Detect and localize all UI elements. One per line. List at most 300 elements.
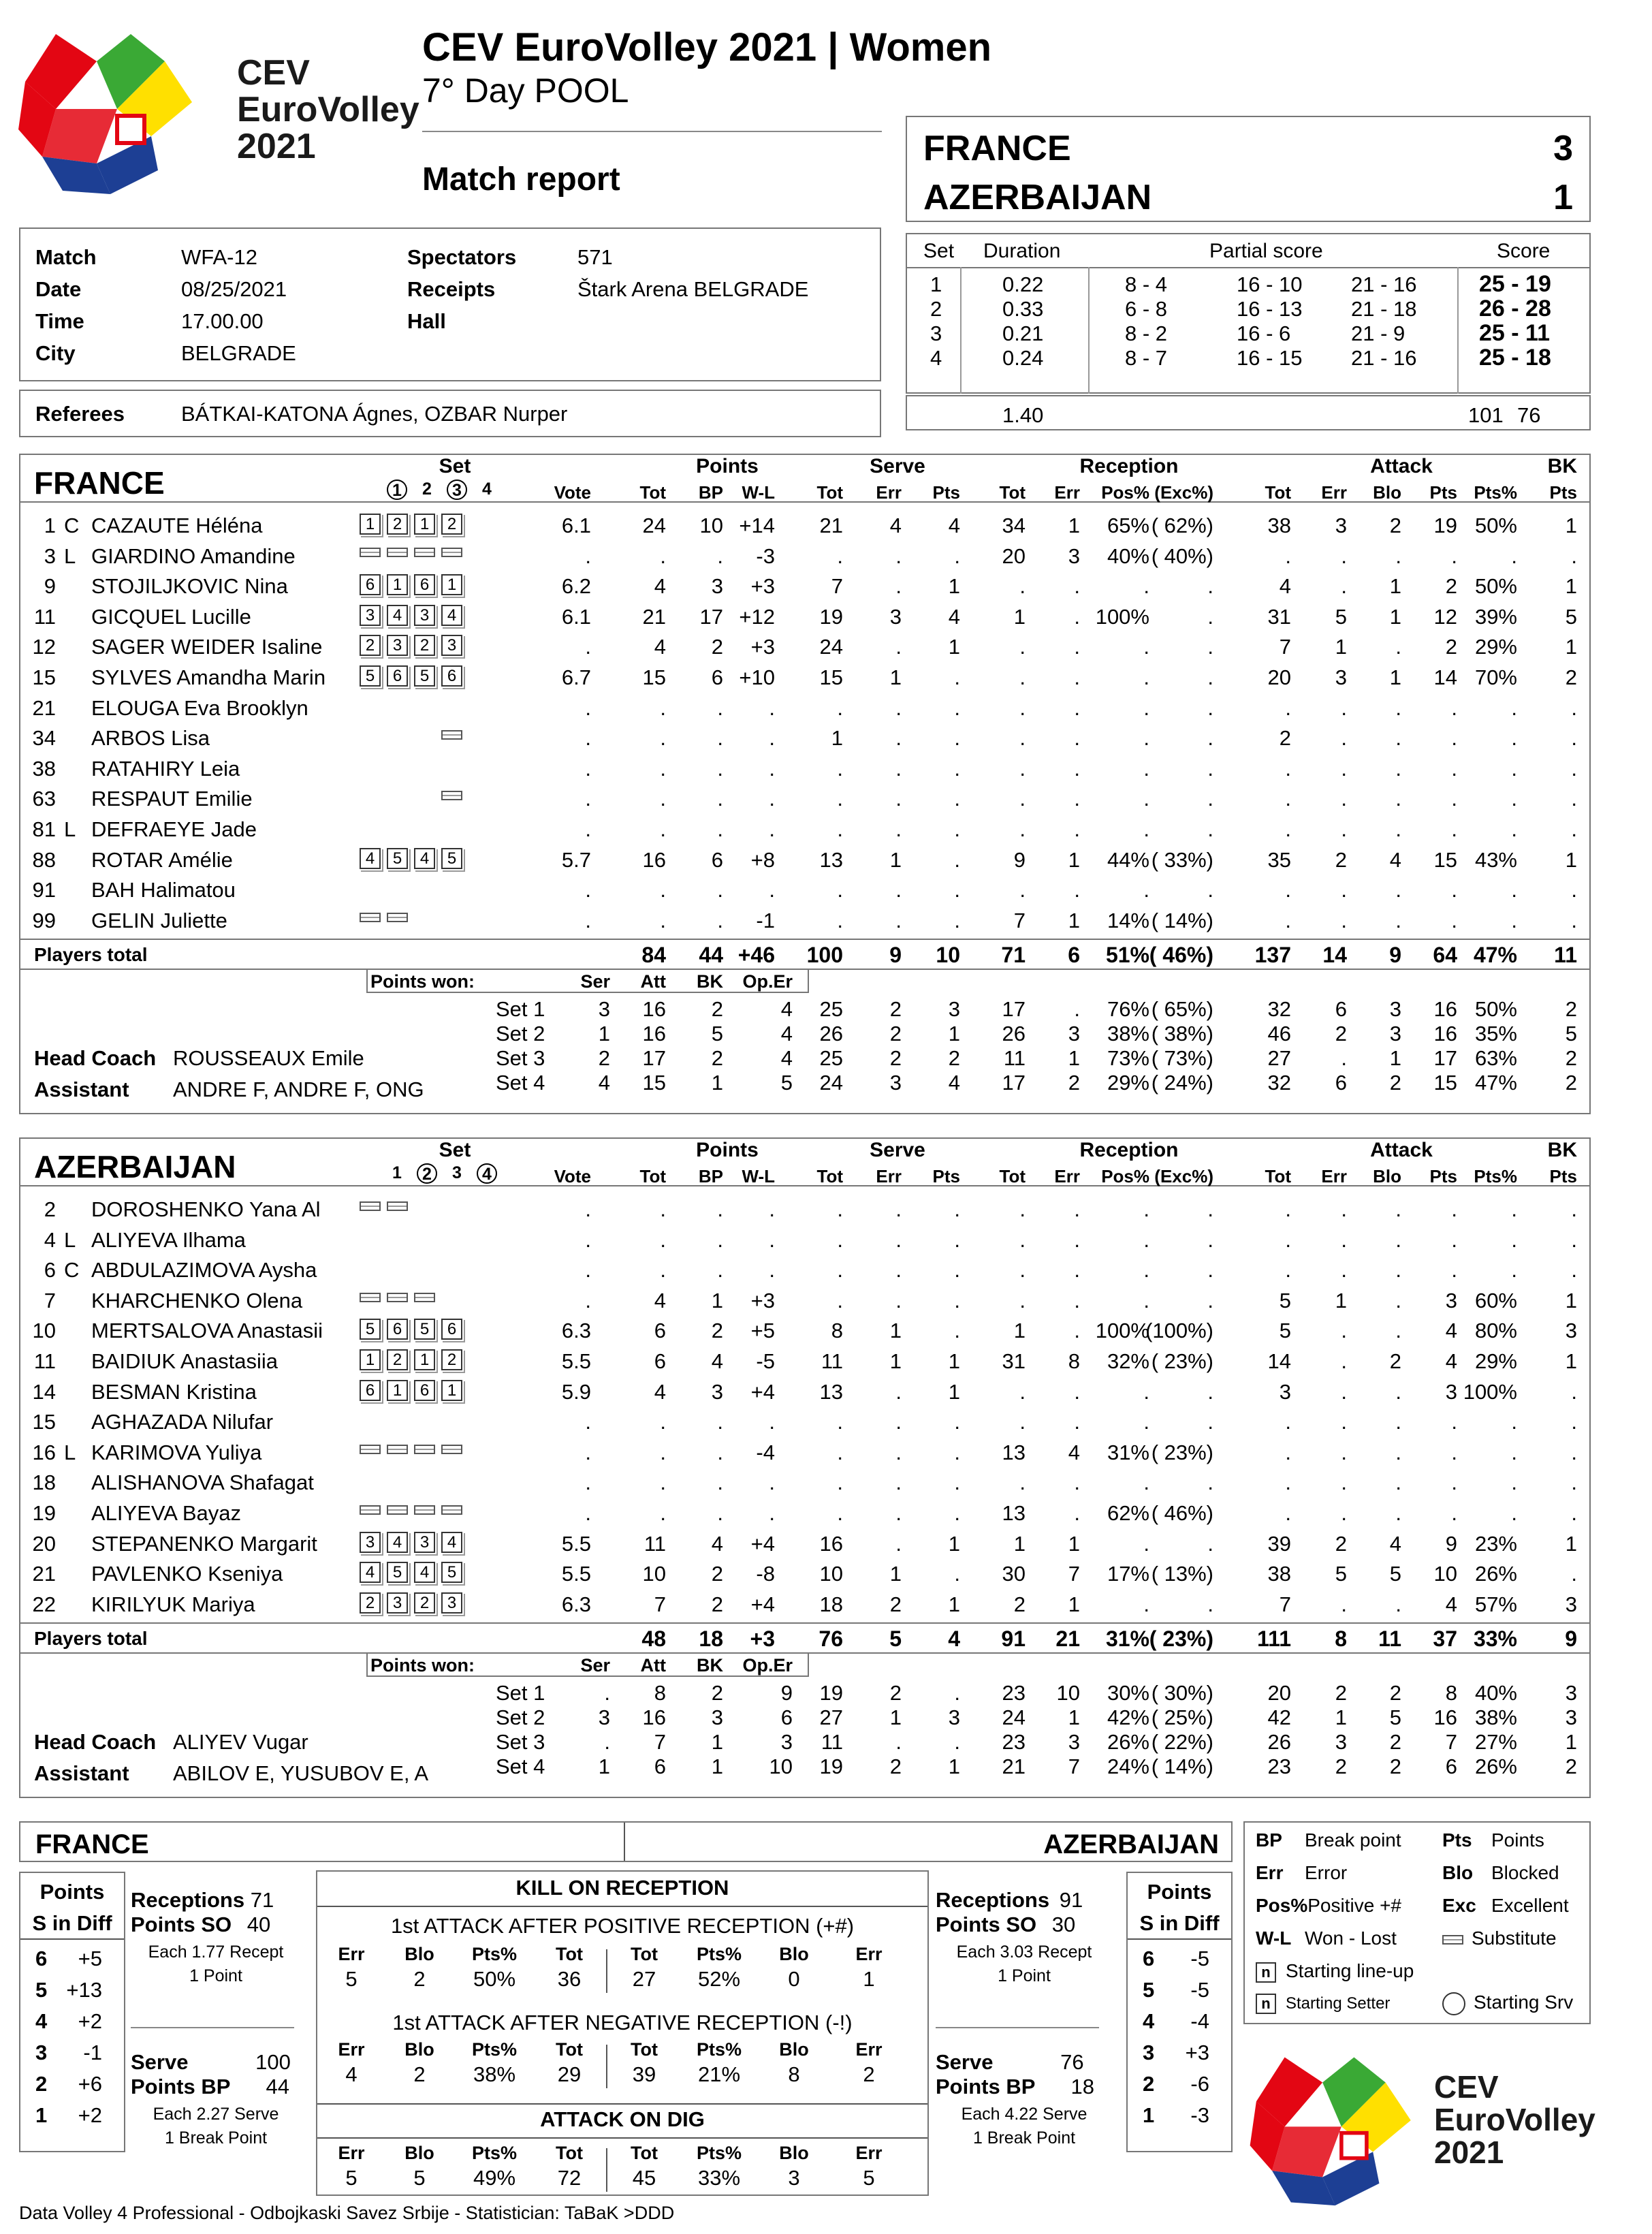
stat-cell: .	[769, 1227, 775, 1252]
total-cell: 64	[1433, 943, 1457, 968]
total-cell: ( 46%)	[1149, 943, 1213, 968]
stat-cell: 2	[1389, 1349, 1401, 1373]
player-number: 63	[32, 787, 56, 811]
set-row-label: Set 3	[496, 1730, 545, 1755]
stat-cell: 4	[1445, 1592, 1457, 1616]
stat-cell: .	[1341, 1227, 1347, 1252]
stat-cell: .	[1074, 726, 1080, 751]
set-position-box: 3	[414, 1532, 435, 1553]
stat-cell: 1	[1565, 514, 1577, 537]
stat-cell: 30	[1002, 1562, 1026, 1586]
set-row-cell: 24	[819, 1071, 843, 1095]
player-number: 4	[44, 1227, 56, 1252]
player-set-positions	[360, 665, 468, 687]
home-serve-summary: Serve 100 Points BP 44 Each 2.27 Serve 1 Break Point	[131, 2050, 291, 2148]
legend-key: W-L	[1256, 1928, 1292, 1949]
set-row-cell: ( 38%)	[1151, 1022, 1213, 1046]
legend-item	[1256, 1928, 1397, 1949]
player-set-positions	[360, 574, 468, 595]
legend-item	[1256, 1829, 1401, 1851]
stat-cell: .	[769, 1197, 775, 1221]
stat-cell: .	[1143, 1531, 1149, 1556]
player-row	[19, 540, 1591, 571]
stat-cell: .	[1074, 635, 1080, 659]
referees: BÁTKAI-KATONA Ágnes, OZBAR Nurper	[181, 402, 568, 426]
legend-label: Starting Srv	[1474, 1992, 1574, 2013]
stat-cell: .	[1395, 1258, 1401, 1283]
player-role: L	[64, 1227, 76, 1252]
set-row-label: Set 1	[496, 1681, 545, 1705]
player-number: 20	[32, 1531, 56, 1556]
stat-cell: .	[1019, 726, 1026, 751]
set-row-cell: 26	[819, 1022, 843, 1046]
stat-cell: .	[895, 756, 902, 781]
player-row	[19, 1345, 1591, 1376]
stat-cell: .	[1207, 756, 1213, 781]
substitute-mark	[387, 1505, 408, 1515]
stat-cell: .	[1285, 908, 1291, 932]
stat-cell: 39%	[1474, 604, 1517, 629]
set-row-cell: 3	[1068, 1022, 1080, 1046]
stat-cell: .	[895, 574, 902, 599]
set-position-box: 4	[414, 1562, 435, 1583]
stat-cell: 29%	[1474, 1349, 1517, 1373]
player-row	[19, 783, 1591, 813]
total-cell: 37	[1433, 1626, 1457, 1652]
substitute-mark	[414, 1505, 435, 1515]
stat-cell: 16	[642, 847, 666, 872]
sdiff-rotation: 3	[1143, 2041, 1155, 2064]
player-number: 34	[32, 726, 56, 751]
player-row	[19, 601, 1591, 631]
stat-cell: .	[1285, 1470, 1291, 1495]
stat-cell: .	[1207, 1592, 1213, 1616]
stat-cell: .	[954, 817, 960, 841]
stat-cell: 100%	[1095, 1319, 1149, 1343]
stat-cell: .	[1511, 878, 1517, 902]
stat-cell: .	[837, 817, 843, 841]
player-number: 21	[32, 1562, 56, 1586]
stat-cell: .	[837, 787, 843, 811]
stat-cell: 10	[819, 1562, 843, 1586]
kill-head: Pts%	[696, 1944, 742, 1964]
stat-cell: .	[1451, 1197, 1457, 1221]
stat-cell: 4	[654, 635, 666, 659]
set-row-cell: 3	[780, 1730, 793, 1755]
stat-cell: 11	[644, 1531, 666, 1556]
stat-cell: -8	[756, 1562, 775, 1586]
set-row-label: Set 2	[496, 1022, 545, 1046]
stat-cell: .	[1395, 1197, 1401, 1221]
player-number: 2	[44, 1197, 56, 1221]
stat-cell: 5	[1565, 604, 1577, 629]
stat-cell: .	[1341, 878, 1347, 902]
summary-header: FRANCE AZERBAIJAN	[19, 1821, 1233, 1862]
away-serve-summary: Serve 76 Points BP 18 Each 4.22 Serve 1 Break Point	[936, 2050, 1094, 2148]
stat-cell: .	[1143, 878, 1149, 902]
player-name: PAVLENKO Kseniya	[91, 1562, 283, 1586]
stat-cell: .	[1074, 756, 1080, 781]
set-row-cell: 1	[711, 1730, 723, 1755]
player-set-positions	[360, 1349, 468, 1370]
stat-cell: ( 14%)	[1151, 908, 1213, 932]
stat-cell: .	[1074, 817, 1080, 841]
stat-cell: .	[1074, 787, 1080, 811]
stat-cell: ( 13%)	[1151, 1562, 1213, 1586]
set-position-box: 3	[414, 605, 435, 626]
set-row-cell: 2	[889, 997, 902, 1022]
column-header: Tot	[816, 1166, 843, 1186]
stat-cell: 2	[1445, 574, 1457, 599]
set-row-cell: 73%	[1107, 1046, 1149, 1071]
stat-cell: 4	[711, 1349, 723, 1373]
total-cell: 47%	[1473, 943, 1517, 968]
stat-cell: .	[1019, 1197, 1026, 1221]
stat-cell: 17	[699, 604, 723, 629]
player-row	[19, 904, 1591, 935]
player-row	[19, 661, 1591, 692]
stat-cell: .	[1341, 726, 1347, 751]
away-sdiff: Points S in Diff 6 -5 5 -5 4 -4 3 +3 2 -6 1 -3	[1126, 1872, 1233, 2152]
stat-cell: 1	[1565, 574, 1577, 599]
stat-cell: 9	[1445, 1531, 1457, 1556]
set-position-box: 3	[387, 635, 408, 656]
stat-cell: .	[585, 1470, 591, 1495]
sdiff-value: +5	[78, 1947, 102, 1970]
stat-cell: .	[1019, 1470, 1026, 1495]
player-name: RESPAUT Emilie	[91, 787, 253, 811]
total-cell: 71	[1001, 943, 1026, 968]
total-cell: 100	[806, 943, 843, 968]
stat-cell: 4	[889, 514, 902, 537]
stat-cell: 6.2	[561, 574, 591, 599]
assistant-coach: ANDRE F, ANDRE F, ONG	[173, 1077, 424, 1102]
stat-cell: .	[954, 1440, 960, 1464]
kill-value: 29	[557, 2062, 582, 2086]
stat-cell: ( 23%)	[1151, 1440, 1213, 1464]
substitute-mark	[360, 1293, 381, 1302]
stat-cell: .	[1395, 635, 1401, 659]
stat-cell: 4	[1389, 1531, 1401, 1556]
stat-cell: +4	[750, 1531, 775, 1556]
team-table-away	[19, 1137, 1591, 1798]
stat-cell: .	[717, 544, 723, 568]
stat-cell: +4	[750, 1379, 775, 1404]
stat-cell: .	[1143, 726, 1149, 751]
player-number: 12	[32, 635, 56, 659]
substitute-mark	[441, 730, 462, 740]
set-row-cell: 47%	[1474, 1071, 1517, 1095]
stat-cell: 13	[819, 1379, 843, 1404]
sdiff-rotation: 2	[1143, 2072, 1155, 2096]
set-row-cell: 15	[642, 1071, 666, 1095]
stat-cell: 2	[1335, 847, 1347, 872]
stat-cell: .	[585, 878, 591, 902]
kill-head: Blo	[779, 2039, 809, 2060]
points-won-head: BK	[697, 1655, 723, 1676]
stat-cell: 1	[711, 1288, 723, 1312]
column-header: (Exc%)	[1154, 482, 1213, 503]
set-row-cell: 2	[711, 997, 723, 1022]
column-header: Tot	[1265, 1166, 1291, 1186]
stat-cell: .	[717, 787, 723, 811]
stat-cell: +3	[750, 635, 775, 659]
stat-cell: 1	[1068, 908, 1080, 932]
player-name: KIRILYUK Mariya	[91, 1592, 255, 1616]
set-row-cell: .	[954, 1730, 960, 1755]
player-set-positions	[360, 1562, 468, 1583]
kill-value: 50%	[473, 1967, 516, 1991]
set-number-head: 4	[477, 1163, 497, 1184]
set-partial-16: 16 - 6	[1237, 321, 1291, 345]
stat-cell: .	[1511, 1470, 1517, 1495]
stat-cell: 1	[1565, 847, 1577, 872]
player-name: DEFRAEYE Jade	[91, 817, 257, 841]
stat-cell: 50%	[1474, 574, 1517, 599]
kill-head: Blo	[404, 1944, 434, 1964]
stat-cell: .	[769, 787, 775, 811]
legend-label: Starting line-up	[1286, 1960, 1414, 1981]
stat-cell: .	[585, 1227, 591, 1252]
stat-cell: .	[585, 787, 591, 811]
set-row-cell: 3	[598, 1705, 610, 1730]
sdiff-value: -4	[1190, 2009, 1209, 2033]
player-role: C	[64, 1258, 80, 1283]
stat-cell: .	[1285, 817, 1291, 841]
legend	[1243, 1821, 1591, 2024]
set-row-cell: 35%	[1474, 1022, 1517, 1046]
home-sets: 3	[1553, 129, 1573, 168]
player-number: 19	[32, 1501, 56, 1525]
stat-cell: .	[837, 1440, 843, 1464]
kill-head: Tot	[631, 2143, 658, 2163]
set-row-label: Set 4	[496, 1071, 545, 1095]
stat-cell: .	[1511, 1227, 1517, 1252]
stat-cell: .	[954, 878, 960, 902]
set-row-label: Set 3	[496, 1046, 545, 1071]
stat-cell: .	[1207, 1379, 1213, 1404]
stat-cell: .	[1074, 1258, 1080, 1283]
stat-cell: .	[1143, 817, 1149, 841]
stat-cell: 21	[819, 514, 843, 537]
substitute-mark	[441, 1505, 462, 1515]
set-row-cell: 25	[819, 1046, 843, 1071]
stat-cell: .	[660, 878, 666, 902]
stat-cell: 14	[1433, 665, 1457, 689]
player-name: DOROSHENKO Yana Al	[91, 1197, 321, 1221]
stat-cell: 15	[819, 665, 843, 689]
stat-cell: 5	[1335, 604, 1347, 629]
set-row-cell: 17	[1002, 997, 1026, 1022]
set-row-cell: 7	[1445, 1730, 1457, 1755]
stat-cell: 6	[654, 1349, 666, 1373]
sdiff-rotation: 1	[1143, 2103, 1155, 2127]
stat-cell: 3	[1445, 1379, 1457, 1404]
set-partial-21: 21 - 18	[1351, 297, 1417, 321]
stat-cell: -1	[756, 908, 775, 932]
set-row-cell: 2	[1565, 1755, 1577, 1779]
stat-cell: .	[1074, 665, 1080, 689]
stat-cell: .	[954, 908, 960, 932]
stat-cell: .	[954, 1501, 960, 1525]
stat-cell: .	[837, 1227, 843, 1252]
stat-cell: 24	[642, 514, 666, 537]
away-sets: 1	[1553, 178, 1573, 217]
total-label: Players total	[34, 944, 148, 966]
stat-cell: 40%	[1107, 544, 1149, 568]
column-header: Pts	[1549, 1166, 1577, 1186]
stat-cell: 2	[711, 1319, 723, 1343]
player-substitutions	[360, 1291, 441, 1304]
stat-cell: 4	[654, 1288, 666, 1312]
set-position-box: 1	[387, 1380, 408, 1401]
column-header: Pts	[1429, 1166, 1457, 1186]
set-row-cell: 2	[1389, 1730, 1401, 1755]
stat-cell: +3	[750, 574, 775, 599]
stat-cell: 6.1	[561, 514, 591, 537]
set-row-cell: 4	[598, 1071, 610, 1095]
set-position-box: 2	[414, 1592, 435, 1614]
set-row-cell: 2	[889, 1022, 902, 1046]
points-won-head: Ser	[580, 971, 610, 992]
stat-cell: .	[1451, 787, 1457, 811]
player-row	[19, 1315, 1591, 1345]
set-row-cell: 40%	[1474, 1681, 1517, 1705]
set-position-box: 2	[360, 1592, 381, 1614]
stat-cell: 1	[1389, 574, 1401, 599]
stat-cell: .	[1207, 1410, 1213, 1434]
stat-cell: -4	[756, 1440, 775, 1464]
column-header: BP	[698, 482, 723, 503]
result-box	[906, 116, 1591, 222]
kill-head: Pts%	[471, 1944, 518, 1964]
stat-cell: .	[1074, 1197, 1080, 1221]
stat-cell: 1	[1389, 604, 1401, 629]
stat-cell: .	[1511, 817, 1517, 841]
set-row-cell: 23	[1002, 1681, 1026, 1705]
stat-cell: 18	[819, 1592, 843, 1616]
stat-cell: .	[1395, 908, 1401, 932]
kill-value: 2	[413, 1967, 426, 1991]
legend-key: Exc	[1442, 1895, 1476, 1916]
player-set-positions	[360, 514, 468, 535]
stat-cell: 1	[1068, 1531, 1080, 1556]
stat-cell: .	[1143, 1288, 1149, 1312]
stat-cell: 1	[1013, 604, 1026, 629]
player-name: AGHAZADA Nilufar	[91, 1410, 274, 1434]
stat-cell: .	[1511, 908, 1517, 932]
kill-divider	[606, 2148, 607, 2192]
set-row-cell: ( 73%)	[1151, 1046, 1213, 1071]
stat-cell: .	[1207, 787, 1213, 811]
set-position-box: 6	[387, 1319, 408, 1340]
stat-cell: .	[954, 1288, 960, 1312]
stat-cell: (100%)	[1145, 1319, 1213, 1343]
set-score: 26 - 28	[1479, 296, 1551, 321]
total-cell: 5	[889, 1626, 902, 1652]
set-row-cell: 30%	[1107, 1681, 1149, 1705]
divider	[20, 1622, 1589, 1624]
stat-cell: .	[1395, 1501, 1401, 1525]
player-set-positions	[360, 605, 468, 626]
player-name: BESMAN Kristina	[91, 1379, 257, 1404]
legend-item	[1442, 1928, 1557, 1949]
player-row	[19, 1466, 1591, 1497]
points-won-head: Ser	[580, 1655, 610, 1676]
set-row-cell: 1	[1389, 1046, 1401, 1071]
stat-cell: 3	[1335, 514, 1347, 537]
team-name: FRANCE	[34, 465, 165, 501]
stat-cell: .	[895, 1227, 902, 1252]
away-reception-summary: Receptions 91 Points SO 30 Each 3.03 Recept 1 Point	[936, 1888, 1092, 1985]
column-header: (Exc%)	[1154, 1166, 1213, 1186]
page-title: CEV EuroVolley 2021 | Women	[422, 25, 992, 69]
set-position-box: 1	[414, 514, 435, 535]
substitute-mark	[360, 548, 381, 557]
stat-cell: 5	[1335, 1562, 1347, 1586]
player-row	[19, 874, 1591, 904]
kill-value: 8	[788, 2062, 800, 2086]
player-set-positions	[360, 1380, 468, 1401]
stat-cell: .	[1207, 695, 1213, 720]
stat-cell: 1	[1565, 1288, 1577, 1312]
set-row-cell: 3	[1068, 1730, 1080, 1755]
stat-cell: .	[1207, 1531, 1213, 1556]
set-position-box: 2	[441, 1349, 462, 1370]
group-header: Points	[696, 1139, 759, 1161]
stat-cell: .	[585, 726, 591, 751]
set-row-cell: 2	[889, 1755, 902, 1779]
stat-cell: .	[895, 1440, 902, 1464]
set-row-cell: 1	[948, 1022, 960, 1046]
sdiff-value: -5	[1190, 1978, 1209, 2002]
set-row-cell: 1	[1068, 1046, 1080, 1071]
set-row-cell: 1	[1565, 1730, 1577, 1755]
kill-value: 27	[632, 1967, 656, 1991]
kill-head: Blo	[779, 2143, 809, 2163]
stat-cell: .	[585, 1258, 591, 1283]
set-row-cell: 11	[821, 1730, 843, 1755]
stat-cell: .	[1341, 1410, 1347, 1434]
stat-cell: 5.5	[561, 1562, 591, 1586]
player-substitutions	[360, 911, 414, 924]
set-row-cell: 32	[1267, 1071, 1291, 1095]
set-row-cell: ( 24%)	[1151, 1071, 1213, 1095]
sdiff-rotation: 3	[35, 2041, 48, 2064]
substitute-mark	[360, 1201, 381, 1211]
kill-head: Blo	[404, 2039, 434, 2060]
player-row	[19, 509, 1591, 540]
stat-cell: .	[1285, 1227, 1291, 1252]
stat-cell: .	[1207, 1470, 1213, 1495]
set-row-cell: 20	[1267, 1681, 1291, 1705]
stat-cell: .	[660, 544, 666, 568]
kill-on-reception: KILL ON RECEPTION 1st ATTACK AFTER POSITIVE RECEPTION (+#) Err Blo Pts% Tot Tot Pts% Blo Err 5 2 50% 36 27 52% 0 1 1st ATTACK AFTER NEGATIVE RECEPTION (-!) Err Blo Pts% Tot Tot Pts% Blo Err 4 2 38% 29 39 21% 8 2 ATTACK ON DIG Err Blo Pts% Tot Tot Pts% Blo Err 5 5 49% 72 45 33% 3 5	[316, 1870, 929, 2196]
set-row-cell: 1	[598, 1755, 610, 1779]
total-cell: 84	[641, 943, 666, 968]
player-set-positions	[360, 1319, 468, 1340]
kill-head: Blo	[779, 1944, 809, 1964]
player-number: 22	[32, 1592, 56, 1616]
stat-cell: .	[1341, 1349, 1347, 1373]
stat-cell: 10	[642, 1562, 666, 1586]
set-duration: 0.21	[1002, 321, 1044, 345]
set-number-head: 2	[417, 1163, 437, 1184]
stat-cell: .	[1571, 1562, 1577, 1586]
set-row-cell: 2	[598, 1046, 610, 1071]
player-row	[19, 1558, 1591, 1588]
set-row-cell: 1	[1068, 1705, 1080, 1730]
